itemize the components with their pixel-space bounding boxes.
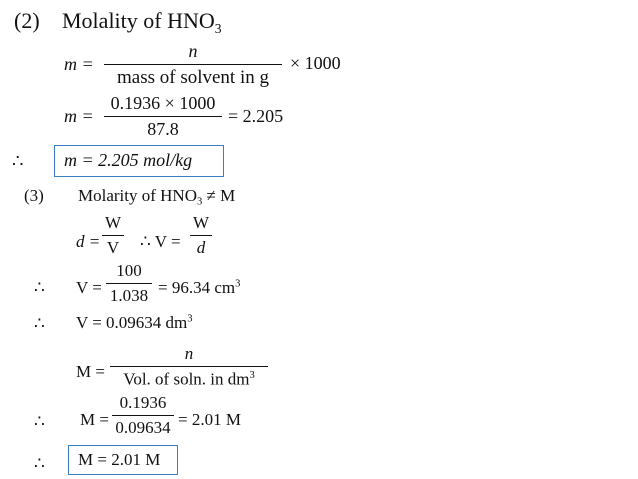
eq1-denominator: mass of solvent in g: [117, 66, 269, 88]
molarity-calc-bar: [112, 415, 174, 416]
part2-result-text: m = 2.205 mol/kg: [64, 150, 193, 170]
molarity-def-denominator-text: Vol. of soln. in dm: [123, 369, 250, 388]
part2-heading-text: Molality of HNO: [62, 8, 215, 33]
density-num1: W: [104, 213, 122, 232]
eq2-numerator: 0.1936 × 1000: [110, 93, 216, 113]
volume-lhs: V =: [76, 278, 102, 297]
part3-heading-sub: 3: [196, 196, 203, 208]
part2-therefore: ∴: [12, 151, 24, 171]
part3-heading-text: Molarity of HNO: [78, 186, 197, 205]
part2-number: (2): [14, 8, 40, 33]
molarity-calc-therefore: ∴: [34, 412, 45, 431]
eq1-lhs: m =: [64, 54, 94, 74]
volume-dm: [76, 313, 193, 333]
molarity-calc-fraction: [112, 394, 174, 437]
molarity-calc-numerator: 0.1936: [119, 393, 167, 412]
molarity-calc-denominator: 0.09634: [115, 417, 171, 437]
eq2-fraction-bar: [104, 116, 222, 117]
molarity-def-numerator: n: [184, 344, 194, 363]
molarity-def-bar: [110, 366, 268, 367]
density-lhs: d =: [76, 232, 101, 251]
molarity-def-lhs: M =: [76, 362, 105, 381]
part3-heading: [78, 186, 235, 208]
eq2-denominator: 87.8: [147, 118, 179, 139]
volume-dm-sup: 3: [187, 313, 193, 325]
volume-therefore: ∴: [34, 278, 45, 297]
eq1-rhs: × 1000: [290, 53, 341, 73]
molarity-calc-lhs: M =: [80, 410, 109, 429]
eq1-fraction: [104, 42, 282, 89]
volume-numerator: 100: [116, 261, 142, 280]
final-therefore: ∴: [34, 454, 45, 473]
molarity-def-denominator: [110, 370, 268, 389]
part2-heading: [62, 8, 222, 37]
density-fraction-2: [190, 214, 212, 257]
volume-dm-therefore: ∴: [34, 314, 45, 333]
density-den2: d: [196, 237, 206, 257]
part3-heading-tail: ≠ M: [206, 186, 236, 205]
volume-bar: [106, 283, 152, 284]
volume-rhs-text: = 96.34 cm: [158, 278, 236, 297]
volume-rhs: [158, 278, 240, 298]
part3-number: (3): [24, 186, 44, 205]
density-mid: ∴ V =: [140, 232, 181, 251]
part2-heading-sub: 3: [214, 20, 222, 36]
volume-fraction: [106, 262, 152, 305]
density-den1: V: [106, 237, 120, 257]
density-fraction-1: [102, 214, 124, 257]
eq2-fraction: [104, 94, 222, 140]
eq1-numerator: n: [188, 41, 198, 61]
part2-result: [64, 150, 192, 171]
molarity-def-den-sup: 3: [249, 369, 255, 381]
density-bar2: [190, 235, 212, 236]
eq2-rhs: = 2.205: [228, 106, 284, 126]
volume-rhs-sup: 3: [235, 278, 241, 290]
eq1-fraction-bar: [104, 64, 282, 65]
density-num2: W: [192, 213, 210, 232]
volume-dm-text: V = 0.09634 dm: [76, 313, 188, 332]
volume-denominator: 1.038: [109, 285, 149, 305]
final-result: M = 2.01 M: [78, 450, 161, 469]
molarity-calc-rhs: = 2.01 M: [178, 410, 241, 429]
molarity-def-fraction: [110, 345, 268, 389]
eq2-lhs: m =: [64, 106, 94, 126]
density-bar1: [102, 235, 124, 236]
